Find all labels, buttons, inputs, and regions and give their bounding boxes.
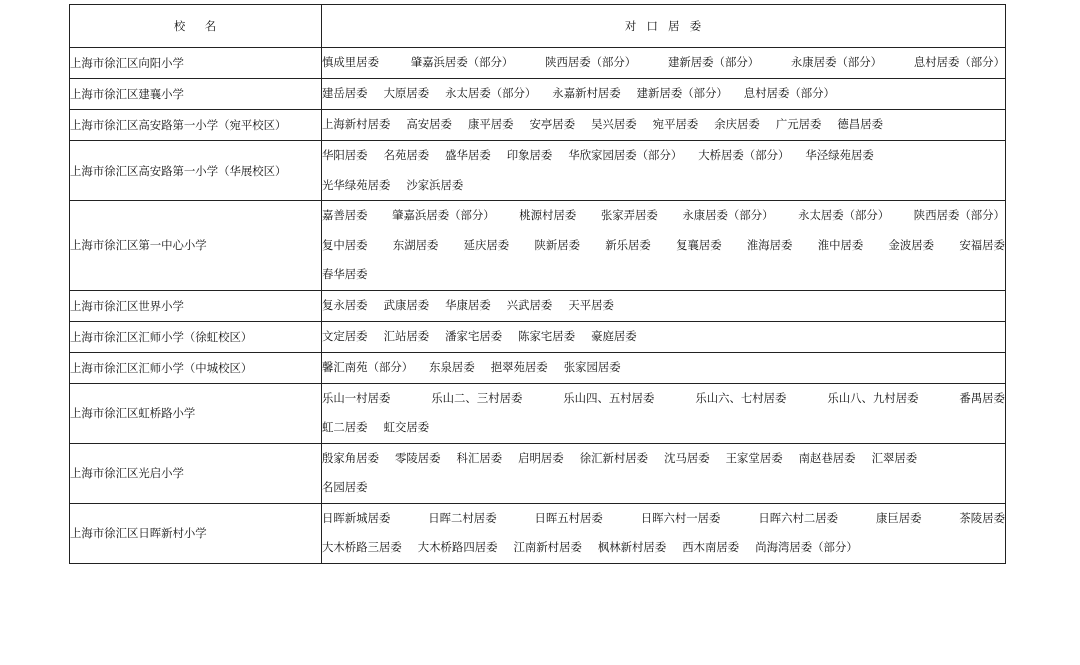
committee-name: 零陵居委 xyxy=(394,450,441,465)
table-row xyxy=(70,290,1006,321)
committee-name: 永太居委（部分） xyxy=(798,208,890,222)
committee-name: 华欣家园居委（部分） xyxy=(568,148,683,162)
committee-name: 名苑居委 xyxy=(383,148,430,162)
committee-name: 张家弄居委 xyxy=(600,208,658,222)
committee-name: 日晖五村居委 xyxy=(534,510,603,525)
committee-name: 华康居委 xyxy=(445,297,491,312)
committee-name: 乐山八、九村居委 xyxy=(827,390,919,405)
committee-name: 虹二居委 xyxy=(322,420,368,434)
school-name-cell: 上海市徐汇区世界小学 xyxy=(70,290,322,321)
table-row xyxy=(70,79,1006,110)
committee-name: 吴兴居委 xyxy=(591,117,637,132)
committee-name: 枫林新村居委 xyxy=(597,540,667,554)
committee-name: 桃源村居委 xyxy=(519,208,577,222)
committee-name: 南赵巷居委 xyxy=(798,450,856,465)
committee-name: 天平居委 xyxy=(568,297,614,312)
school-name-cell: 上海市徐汇区日晖新村小学 xyxy=(70,503,322,563)
committee-list-cell xyxy=(322,290,1006,321)
table-row xyxy=(70,443,1006,503)
table-header-row xyxy=(70,5,1006,48)
school-name-cell: 上海市徐汇区向阳小学 xyxy=(70,48,322,79)
committee-name: 广元居委 xyxy=(775,117,822,132)
committee-name: 日晖六村二居委 xyxy=(758,510,839,525)
committee-name: 印象居委 xyxy=(506,148,553,162)
committee-name: 永嘉新村居委 xyxy=(552,86,621,101)
committee-name: 建新居委（部分） xyxy=(636,86,728,101)
committee-line xyxy=(322,473,1005,503)
committee-line xyxy=(322,291,1005,321)
committee-name: 复永居委 xyxy=(322,297,368,312)
committee-name: 大桥居委（部分） xyxy=(698,148,790,162)
committee-name: 殷家角居委 xyxy=(322,450,379,465)
committee-name: 永康居委（部分） xyxy=(790,55,883,70)
committee-list-cell xyxy=(322,503,1006,563)
committee-line xyxy=(322,384,1005,414)
committee-line xyxy=(322,110,1005,140)
committee-name: 乐山一村居委 xyxy=(322,390,391,405)
committee-name: 汇翠居委 xyxy=(871,450,918,465)
committee-name: 复襄居委 xyxy=(676,237,722,252)
committee-name: 名园居委 xyxy=(322,480,368,494)
committee-list-cell xyxy=(322,110,1006,141)
committee-name: 金波居委 xyxy=(888,237,935,252)
committee-name: 馨汇南苑（部分） xyxy=(322,359,414,374)
committee-name: 宛平居委 xyxy=(652,117,699,132)
committee-name: 王家堂居委 xyxy=(725,450,783,465)
committee-name: 淮海居委 xyxy=(746,237,793,252)
table-row xyxy=(70,383,1006,443)
committee-name: 慎成里居委 xyxy=(322,55,379,70)
committee-name: 淮中居委 xyxy=(817,237,864,252)
committee-line xyxy=(322,504,1005,534)
committee-line xyxy=(322,141,1005,171)
committee-line xyxy=(322,48,1005,78)
committee-list-cell xyxy=(322,443,1006,503)
committee-list-cell xyxy=(322,201,1006,291)
committee-name: 永太居委（部分） xyxy=(445,86,537,101)
table-row xyxy=(70,352,1006,383)
committee-line xyxy=(322,533,1005,563)
committee-line xyxy=(322,231,1005,261)
committee-name: 大木桥路三居委 xyxy=(322,540,402,554)
committee-name: 德昌居委 xyxy=(837,117,883,132)
committee-name: 建新居委（部分） xyxy=(667,55,760,70)
committee-list-cell xyxy=(322,352,1006,383)
committee-list-cell xyxy=(322,383,1006,443)
committee-name: 安福居委 xyxy=(959,237,1005,252)
committee-name: 豪庭居委 xyxy=(591,328,637,343)
committee-line xyxy=(322,201,1005,231)
committee-name: 乐山四、五村居委 xyxy=(563,390,655,405)
committee-name: 余庆居委 xyxy=(714,117,760,132)
table-row xyxy=(70,321,1006,352)
committee-name: 东湖居委 xyxy=(392,237,439,252)
committee-name: 大原居委 xyxy=(383,86,430,101)
committee-name: 启明居委 xyxy=(518,450,564,465)
committee-name: 沙家浜居委 xyxy=(406,177,464,192)
table-row xyxy=(70,110,1006,141)
committee-line xyxy=(322,171,1005,201)
committee-name: 大木桥路四居委 xyxy=(417,540,498,554)
committee-name: 武康居委 xyxy=(383,297,430,312)
committee-line xyxy=(322,413,1005,443)
committee-name: 上海新村居委 xyxy=(322,117,391,132)
committee-name: 肇嘉浜居委（部分） xyxy=(410,55,514,70)
committee-name: 兴武居委 xyxy=(506,297,553,312)
committee-name: 陕西居委（部分） xyxy=(913,208,1005,222)
committee-name: 西木南居委 xyxy=(682,540,740,554)
committee-name: 陕新居委 xyxy=(534,237,581,252)
committee-name: 永康居委（部分） xyxy=(682,208,774,222)
committee-line xyxy=(322,79,1005,109)
committee-name: 嘉善居委 xyxy=(322,208,368,222)
committee-line xyxy=(322,353,1005,383)
committee-name: 春华居委 xyxy=(322,267,368,281)
committee-name: 东泉居委 xyxy=(429,359,475,374)
matched-committee-header: 对 口 居 委 xyxy=(322,5,1006,48)
committee-list-cell xyxy=(322,48,1006,79)
committee-name: 虹交居委 xyxy=(383,420,430,434)
school-name-cell: 上海市徐汇区建襄小学 xyxy=(70,79,322,110)
committee-name: 文定居委 xyxy=(322,328,368,343)
committee-line xyxy=(322,260,1005,290)
committee-name: 张家园居委 xyxy=(563,359,621,374)
committee-line xyxy=(322,444,1005,474)
committee-name: 挹翠苑居委 xyxy=(490,359,548,374)
committee-name: 安亭居委 xyxy=(529,117,576,132)
committee-name: 科汇居委 xyxy=(456,450,503,465)
committee-name: 茶陵居委 xyxy=(959,510,1005,525)
committee-name: 乐山二、三村居委 xyxy=(431,390,523,405)
school-district-table xyxy=(69,4,1006,564)
committee-name: 徐汇新村居委 xyxy=(579,450,649,465)
committee-line xyxy=(322,322,1005,352)
school-name-cell: 上海市徐汇区汇师小学（徐虹校区） xyxy=(70,321,322,352)
committee-name: 尚海湾居委（部分） xyxy=(755,540,858,554)
committee-list-cell xyxy=(322,321,1006,352)
committee-name: 建岳居委 xyxy=(322,86,368,101)
committee-name: 潘家宅居委 xyxy=(445,328,503,343)
school-name-cell: 上海市徐汇区高安路第一小学（华展校区） xyxy=(70,141,322,201)
committee-name: 光华绿苑居委 xyxy=(322,177,391,192)
table-row xyxy=(70,48,1006,79)
table-row xyxy=(70,503,1006,563)
committee-name: 息村居委（部分） xyxy=(743,86,835,101)
school-name-cell: 上海市徐汇区汇师小学（中城校区） xyxy=(70,352,322,383)
committee-name: 新乐居委 xyxy=(605,237,651,252)
committee-name: 肇嘉浜居委（部分） xyxy=(392,208,495,222)
committee-name: 息村居委（部分） xyxy=(913,55,1005,70)
committee-name: 江南新村居委 xyxy=(513,540,582,554)
school-name-cell: 上海市徐汇区高安路第一小学（宛平校区） xyxy=(70,110,322,141)
school-name-header: 校 名 xyxy=(70,5,322,48)
committee-name: 番禺居委 xyxy=(959,390,1005,405)
committee-list-cell xyxy=(322,141,1006,201)
committee-name: 日晖六村一居委 xyxy=(640,510,721,525)
school-name-cell: 上海市徐汇区光启小学 xyxy=(70,443,322,503)
committee-name: 陕西居委（部分） xyxy=(545,55,637,70)
committee-name: 乐山六、七村居委 xyxy=(695,390,787,405)
committee-name: 康巨居委 xyxy=(875,510,922,525)
committee-name: 日晖二村居委 xyxy=(428,510,497,525)
school-name-cell: 上海市徐汇区第一中心小学 xyxy=(70,201,322,291)
committee-name: 日晖新城居委 xyxy=(322,510,391,525)
table-row xyxy=(70,141,1006,201)
committee-name: 华泾绿苑居委 xyxy=(805,148,874,162)
committee-name: 华阳居委 xyxy=(322,148,368,162)
committee-name: 复中居委 xyxy=(322,237,368,252)
committee-name: 盛华居委 xyxy=(445,148,491,162)
committee-name: 高安居委 xyxy=(406,117,452,132)
table-row xyxy=(70,201,1006,291)
committee-name: 陈家宅居委 xyxy=(518,328,576,343)
committee-name: 汇站居委 xyxy=(383,328,430,343)
committee-name: 康平居委 xyxy=(467,117,514,132)
school-name-cell: 上海市徐汇区虹桥路小学 xyxy=(70,383,322,443)
committee-name: 沈马居委 xyxy=(664,450,710,465)
table-body xyxy=(70,48,1006,564)
committee-list-cell xyxy=(322,79,1006,110)
committee-name: 延庆居委 xyxy=(463,237,510,252)
